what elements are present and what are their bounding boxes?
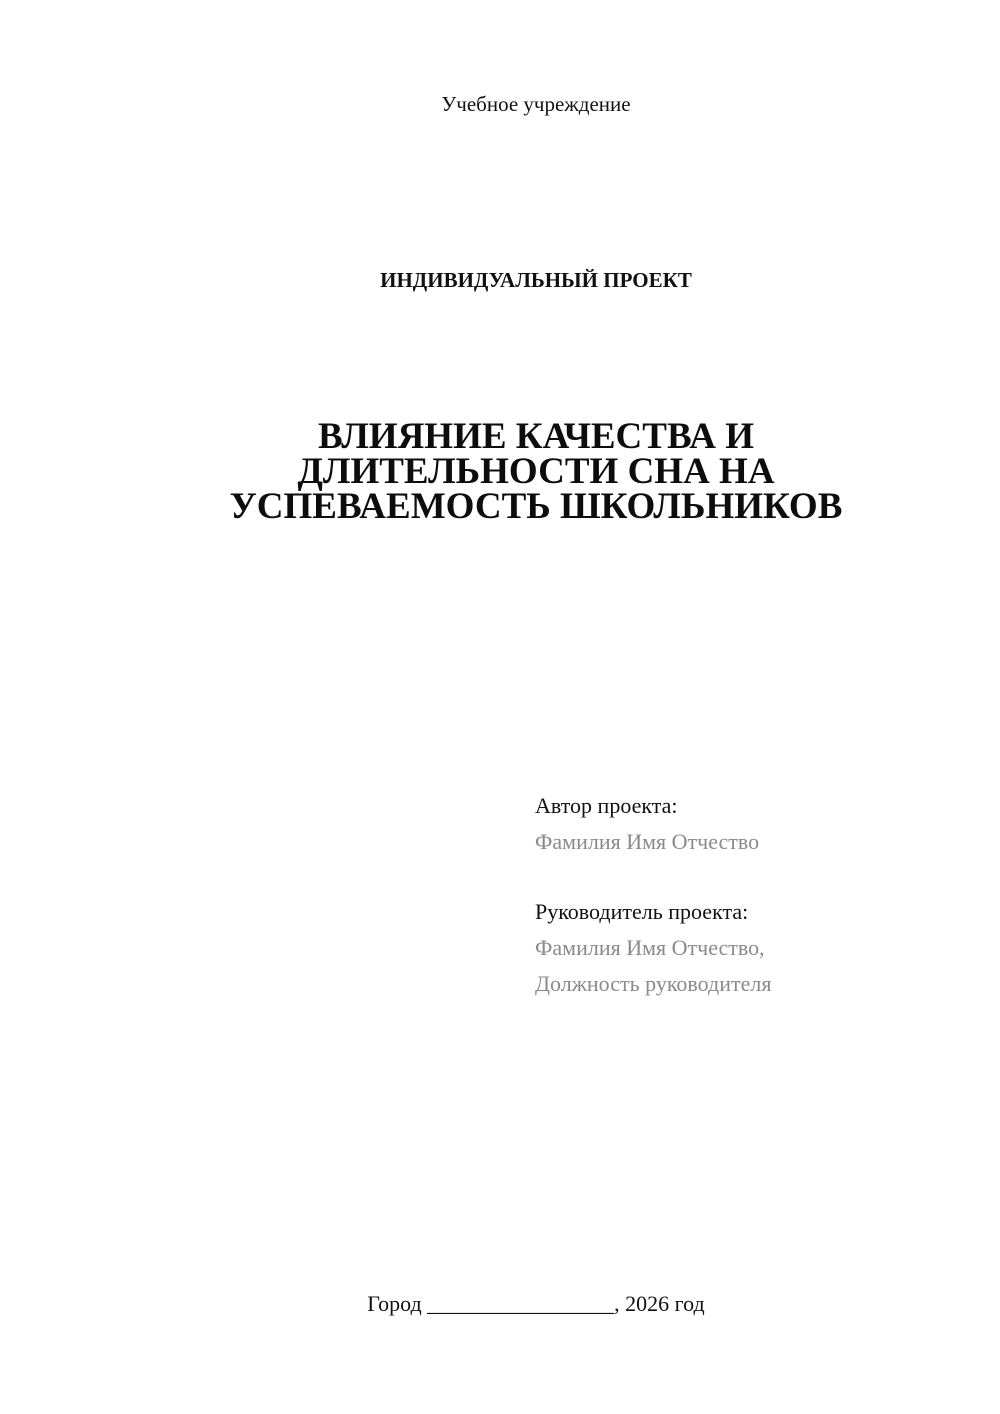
project-title <box>0 416 1000 527</box>
author-block <box>535 788 759 860</box>
supervisor-position-placeholder: Должность руководителя <box>535 971 772 996</box>
project-type-heading: ИНДИВИДУАЛЬНЫЙ ПРОЕКТ <box>380 268 692 292</box>
supervisor-block <box>535 894 771 1002</box>
title-line: УСПЕВАЕМОСТЬ ШКОЛЬНИКОВ <box>229 486 843 527</box>
institution-name: Учебное учреждение <box>441 92 631 116</box>
supervisor-name-placeholder: Фамилия Имя Отчество, <box>535 935 765 960</box>
author-label: Автор проекта: <box>535 793 678 818</box>
supervisor-label: Руководитель проекта: <box>535 899 749 924</box>
author-name-placeholder: Фамилия Имя Отчество <box>535 829 760 854</box>
title-line: ДЛИТЕЛЬНОСТИ СНА НА <box>297 451 775 492</box>
city-year-footer: Город _________________, 2026 год <box>367 1291 705 1316</box>
title-line: ВЛИЯНИЕ КАЧЕСТВА И <box>317 416 755 457</box>
